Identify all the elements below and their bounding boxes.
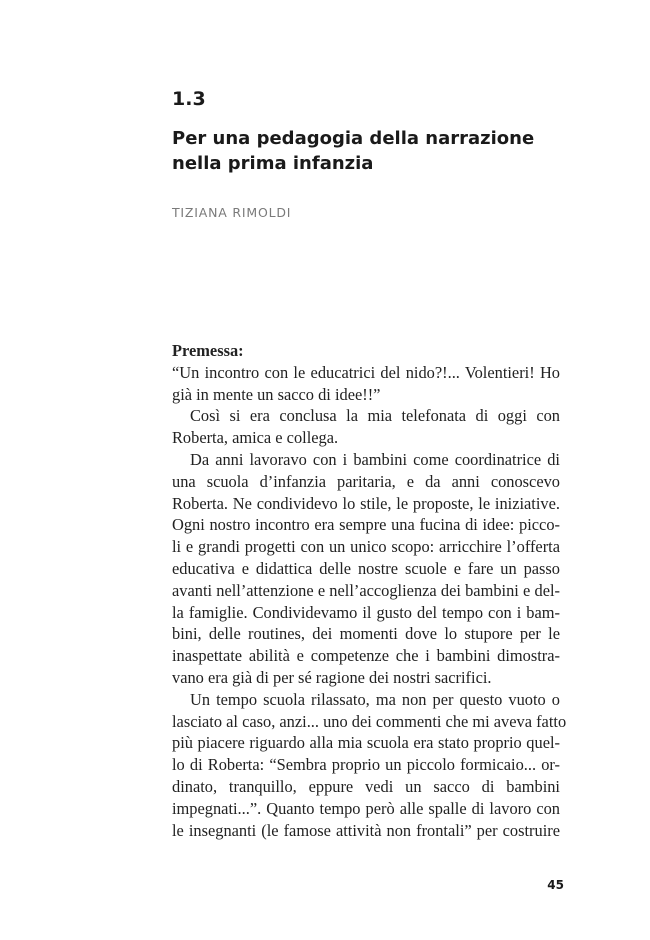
- text-line: li e grandi progetti con un unico scopo: arricchire l’offerta: [172, 537, 560, 557]
- text-line: lasciato al caso, anzi... uno dei commenti che mi aveva fatto: [172, 711, 567, 731]
- text-line: bini, delle routines, dei momenti dove lo stupore per le: [172, 624, 560, 644]
- text-line: Roberta, amica e collega.: [172, 428, 339, 448]
- author-name: TIZIANA RIMOLDI: [172, 205, 292, 220]
- text-line: la famiglie. Condividevamo il gusto del tempo con i bam-: [172, 602, 560, 622]
- text-line: più piacere riguardo alla mia scuola era stato proprio quel-: [172, 733, 560, 753]
- text-line: Così si era conclusa la mia telefonata di oggi con: [190, 406, 560, 426]
- text-line: avanti nell’attenzione e nell’accoglienza dei bambini e del-: [172, 580, 560, 600]
- text-line: già in mente un sacco di idee!!”: [172, 384, 381, 404]
- text-line: “Un incontro con le educatrici del nido?!... Volentieri! Ho: [172, 362, 560, 382]
- page-number: 45: [547, 878, 564, 892]
- text-line: Un tempo scuola rilassato, ma non per questo vuoto o: [190, 689, 560, 709]
- body-text: [172, 340, 567, 841]
- text-line: Ogni nostro incontro era sempre una fucina di idee: picco-: [172, 515, 560, 535]
- text-line: una scuola d’infanzia paritaria, e da anni conoscevo: [172, 471, 560, 491]
- chapter-number: 1.3: [172, 88, 206, 110]
- text-line: dinato, tranquillo, eppure vedi un sacco di bambini: [172, 776, 560, 796]
- text-line: le insegnanti (le famose attività non frontali” per costruire: [172, 820, 560, 840]
- chapter-title-line: Per una pedagogia della narrazione: [172, 128, 535, 149]
- text-line: inaspettate abilità e competenze che i bambini dimostra-: [172, 646, 560, 666]
- text-line: lo di Roberta: “Sembra proprio un piccolo formicaio... or-: [172, 755, 560, 775]
- chapter-title: [172, 126, 572, 176]
- text-line: educativa e didattica delle nostre scuole e fare un passo: [172, 558, 560, 578]
- section-heading: Premessa:: [172, 341, 244, 360]
- text-line: vano era già di per sé ragione dei nostri sacrifici.: [172, 667, 492, 687]
- text-line: Da anni lavoravo con i bambini come coordinatrice di: [190, 449, 560, 469]
- text-line: Roberta. Ne condividevo lo stile, le proposte, le iniziative.: [172, 493, 560, 513]
- text-line: impegnati...”. Quanto tempo però alle spalle di lavoro con: [172, 798, 560, 818]
- chapter-title-line: nella prima infanzia: [172, 153, 374, 174]
